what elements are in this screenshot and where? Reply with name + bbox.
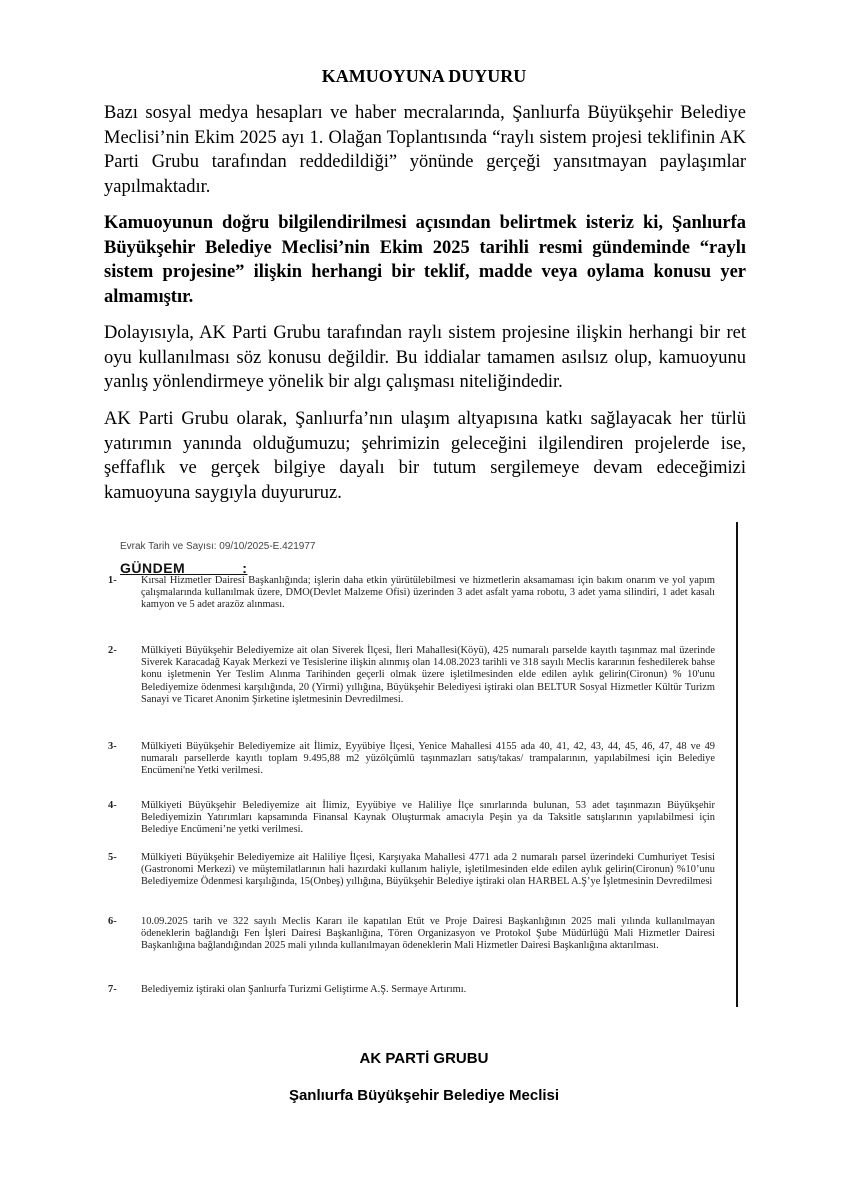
document-reference: Evrak Tarih ve Sayısı: 09/10/2025-E.421977 <box>120 541 316 552</box>
announcement-title: KAMUOYUNA DUYURU <box>321 66 527 86</box>
agenda-item-number: 5- <box>108 852 117 863</box>
paragraph-closing: AK Parti Grubu olarak, Şanlıurfa’nın ulaşım altyapısına katkı sağlayacak her türlü yatırımın yanında olduğumuzu; şehrimizin geleceğini ilgilendiren projelerde ise, şeffaflık ve gerçek bilgiye dayalı bir tutum sergilemeye devam edeceğimizi kamuoyuna saygıyla duyururuz. <box>104 409 746 503</box>
agenda-item-text: Kırsal Hizmetler Dairesi Başkanlığında; işlerin daha etkin yürütülebilmesi ve hizmetlerin aksamaması için bakım onarım ve yol yapım çalışmalarında kullanılmak üzere, DMO(Devlet Malzeme Ofisi) üzerinden 3 adet asfalt yama robotu, 3 adet yama silindiri, 1 adet kasalı kamyon ve 5 adet arazöz alınması. <box>141 575 715 611</box>
agenda-item-text: Mülkiyeti Büyükşehir Belediyemize ait İlimiz, Eyyübiye İlçesi, Yenice Mahallesi 4155 ada 40, 41, 42, 43, 44, 45, 46, 47, 48 ve 49 numaralı parsellerde kayıtlı toplam 9.495,88 m2 yüzölçümlü taşınmazları satış/takas/ trampalarının, yapılabilmesi için Belediye Encümeni'ne Yetki verilmesi. <box>141 741 715 777</box>
agenda-item-text: Mülkiyeti Büyükşehir Belediyemize ait İlimiz, Eyyübiye ve Haliliye İlçe sınırlarında bulunan, 53 adet taşınmazın Büyükşehir Belediyemizin Yatırımları kapsamında Finansal Kaynak Oluşturmak amacıyla Peşin ya da Taksitle satışlarının yapılabilmesi için Belediye Encümeni’ne yetki verilmesi. <box>141 800 715 836</box>
agenda-item-number: 3- <box>108 741 117 752</box>
paragraph-intro: Bazı sosyal medya hesapları ve haber mecralarında, Şanlıurfa Büyükşehir Belediye Meclisi’nin Ekim 2025 ayı 1. Olağan Toplantısında “raylı sistem projesi teklifinin AK Parti Grubu tarafından reddedildiği” yönünde gerçeği yansıtmayan paylaşımlar yapılmaktadır. <box>104 103 746 197</box>
agenda-item <box>108 852 715 889</box>
agenda-item-text: Belediyemiz iştiraki olan Şanlıurfa Turizmi Geliştirme A.Ş. Sermaye Artırımı. <box>141 984 467 995</box>
agenda-item-number: 7- <box>108 984 117 995</box>
agenda-item-number: 1- <box>108 575 117 586</box>
signature-council: Şanlıurfa Büyükşehir Belediye Meclisi <box>288 1087 560 1104</box>
agenda-item <box>108 575 715 612</box>
agenda-heading: GÜNDEM : <box>120 560 248 576</box>
agenda-item <box>108 916 715 953</box>
agenda-item-number: 6- <box>108 916 117 927</box>
agenda-item-number: 4- <box>108 800 117 811</box>
agenda-item-text: Mülkiyeti Büyükşehir Belediyemize ait olan Siverek İlçesi, İleri Mahallesi(Köyü), 425 numaralı parselde kayıtlı taşınmaz mal üzerinde Siverek Karacadağ Kayak Merkezi ve Tesislerine ilişkin alınmış olan 14.08.2023 tarihli ve 318 sayılı Meclis kararının feshedilerek bahse konu işletmenin Yer Teslim Alınma Tarihinden geçerli olmak üzere işletilmesinden elde edilen aylık gelirin(Cironun) % 10'unu Belediyemize ödenmesi karşılığında, 20 (Yirmi) yıllığına, Büyükşehir Belediyesi iştiraki olan BELTUR Sosyal Hizmetler Kültür Turizm Sanayi ve Ticaret Anonim Şirketine işletmesinin Devredilmesi. <box>141 645 715 705</box>
agenda-item-text: Mülkiyeti Büyükşehir Belediyemize ait Haliliye İlçesi, Karşıyaka Mahallesi 4771 ada 2 numaralı parsel üzerindeki Cumhuriyet Tesisi (Gastronomi Merkezi) ve müştemilatlarının hali hazırdaki kullanım haliyle, işletilmesinden elde edilen aylık gelirin(Cironun) %10’unu Belediyemize Ödenmesi karşılığında, 15(Onbeş) yıllığına, Büyükşehir Belediye iştiraki olan HARBEL A.Ş’ye İşletmesinin Devredilmesi <box>141 852 715 888</box>
scanned-agenda-document <box>108 538 746 1008</box>
agenda-item <box>108 984 715 996</box>
scan-edge-line <box>736 522 738 1007</box>
agenda-item-number: 2- <box>108 645 117 656</box>
agenda-item <box>108 800 715 837</box>
signature-group: AK PARTİ GRUBU <box>359 1050 489 1067</box>
paragraph-conclusion: Dolayısıyla, AK Parti Grubu tarafından raylı sistem projesine ilişkin herhangi bir ret oyu kullanılması söz konusu değildir. Bu iddialar tamamen asılsız olup, kamuoyunu yanlış yönlendirmeye yönelik bir algı çalışması niteliğindedir. <box>104 323 746 392</box>
agenda-item <box>108 741 715 778</box>
agenda-item <box>108 645 715 706</box>
agenda-item-text: 10.09.2025 tarih ve 322 sayılı Meclis Kararı ile kapatılan Etüt ve Proje Dairesi Başkanlığının 2025 mali yılında kullanılmayan ödeneklerin bağlandığı Fen İşleri Dairesi Başkanlığına, Tören Organizasyon ve Protokol Şube Müdürlüğü Mali Hizmetler Dairesi Başkanlığına bağlandığından 2025 mali yılında kullanılmayan ödeneklerin Mali Hizmetler Dairesi Başkanlığına aktarılması. <box>141 916 715 952</box>
paragraph-statement: Kamuoyunun doğru bilgilendirilmesi açısından belirtmek isteriz ki, Şanlıurfa Büyükşehir Belediye Meclisi’nin Ekim 2025 tarihli resmi gündeminde “raylı sistem projesine” ilişkin herhangi bir teklif, madde veya oylama konusu yer almamıştır. <box>104 213 746 307</box>
